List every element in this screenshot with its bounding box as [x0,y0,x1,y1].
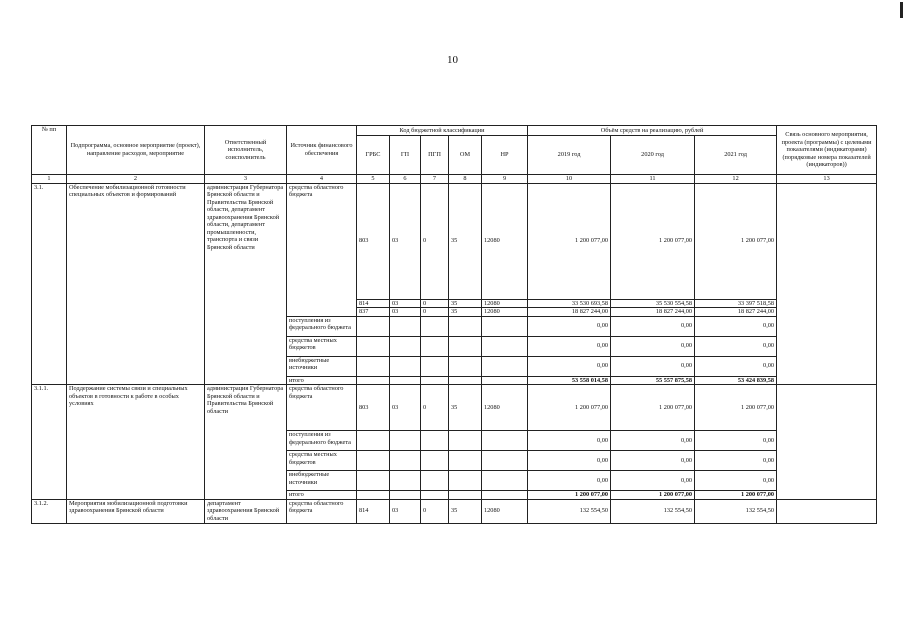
col-om-header: ОМ [449,136,482,175]
col-2020-header: 2020 год [611,136,695,175]
row-source: средства областного бюджета [287,499,357,523]
cell-2020: 0,00 [611,431,695,451]
cell-2019: 132 554,50 [528,499,611,523]
col-name-header: Подпрограмма, основное мероприятие (проект), направление расходов, мероприятие [67,126,205,175]
row-source: средства местных бюджетов [287,451,357,471]
amount-group-header: Объём средств на реализацию, рублей [528,126,777,136]
cell-nr: 12080 [482,385,528,431]
cell-2020: 0,00 [611,356,695,376]
col-source-header: Источник финансового обеспечения [287,126,357,175]
col-grbs-header: ГРБС [357,136,390,175]
col-number: 1 [32,175,67,184]
cell-2021: 0,00 [695,471,777,491]
cell-2020: 1 200 077,00 [611,183,695,299]
cell-pgp: 0 [421,299,449,308]
col-number: 2 [67,175,205,184]
cell-gp: 03 [390,499,421,523]
col-no-header: № пп [32,126,67,175]
col-2021-header: 2021 год [695,136,777,175]
cell-2019: 1 200 077,00 [528,491,611,500]
col-gp-header: ГП [390,136,421,175]
cell-2020: 1 200 077,00 [611,491,695,500]
row-source: поступления из федерального бюджета [287,431,357,451]
cell-2019: 1 200 077,00 [528,385,611,431]
cell-2019: 0,00 [528,431,611,451]
cell-gp: 03 [390,385,421,431]
cell-gp: 03 [390,308,421,317]
cell-pgp: 0 [421,385,449,431]
cell-2021: 0,00 [695,336,777,356]
cell-2020: 55 557 875,58 [611,376,695,385]
cell-2021: 132 554,50 [695,499,777,523]
cell-2019: 0,00 [528,356,611,376]
cell-grbs: 814 [357,499,390,523]
table-row [32,183,877,299]
row-source: поступления из федерального бюджета [287,316,357,336]
col-number: 4 [287,175,357,184]
col-pgp-header: ПГП [421,136,449,175]
table-row [32,499,877,523]
cell-om: 35 [449,299,482,308]
cell-grbs: 803 [357,385,390,431]
row-source: итого [287,376,357,385]
cell-2021: 0,00 [695,316,777,336]
cell-2021: 1 200 077,00 [695,183,777,299]
cell-nr: 12080 [482,308,528,317]
cell-om: 35 [449,308,482,317]
cell-nr: 12080 [482,499,528,523]
col-number: 12 [695,175,777,184]
row-number: 3.1.2. [32,499,67,523]
cell-pgp: 0 [421,308,449,317]
cell-2020: 35 530 554,58 [611,299,695,308]
row-name: Мероприятия мобилизационной подготовки здравоохранения Брянской области [67,499,205,523]
cell-om: 35 [449,183,482,299]
page-number: 10 [447,54,458,66]
cell-link [777,183,877,385]
table-row [32,385,877,431]
budget-table [31,125,877,524]
row-name: Обеспечение мобилизационной готовности специальных объектов и формирований [67,183,205,385]
col-number: 6 [390,175,421,184]
col-number: 9 [482,175,528,184]
page-edge-mark [900,2,903,18]
row-number: 3.1.1. [32,385,67,500]
cell-2021: 0,00 [695,451,777,471]
cell-2021: 18 827 244,00 [695,308,777,317]
row-executor: администрация Губернатора Брянской области и Правительства Брянской области [205,385,287,500]
cell-pgp: 0 [421,183,449,299]
cell-2019: 53 558 014,58 [528,376,611,385]
cell-2020: 0,00 [611,316,695,336]
cell-grbs: 803 [357,183,390,299]
cell-2019: 18 827 244,00 [528,308,611,317]
row-source: средства областного бюджета [287,183,357,316]
cell-grbs: 837 [357,308,390,317]
cell-2020: 0,00 [611,451,695,471]
cell-2019: 0,00 [528,451,611,471]
col-number: 11 [611,175,695,184]
header-row [32,126,877,136]
cell-2019: 1 200 077,00 [528,183,611,299]
cell-2021: 53 424 839,58 [695,376,777,385]
cell-2021: 1 200 077,00 [695,491,777,500]
col-number: 5 [357,175,390,184]
col-exec-header: Ответственный исполнитель, соисполнитель [205,126,287,175]
col-link-header: Связь основного мероприятия, проекта (программы) с целевыми показателями (индикаторами) (порядковые номера показателей (индикаторов)) [777,126,877,175]
row-source: итого [287,491,357,500]
cell-2021: 0,00 [695,356,777,376]
cell-2020: 0,00 [611,471,695,491]
row-source: средства местных бюджетов [287,336,357,356]
cell-2020: 132 554,50 [611,499,695,523]
cell-2019: 0,00 [528,316,611,336]
cell-2020: 18 827 244,00 [611,308,695,317]
cell-nr: 12080 [482,299,528,308]
cell-gp: 03 [390,299,421,308]
cell-link [777,385,877,500]
row-name: Поддержание системы связи и специальных объектов в готовности к работе в особых условиях [67,385,205,500]
cell-nr: 12080 [482,183,528,299]
cell-2021: 0,00 [695,431,777,451]
cell-2019: 0,00 [528,336,611,356]
cell-om: 35 [449,385,482,431]
col-number: 7 [421,175,449,184]
col-2019-header: 2019 год [528,136,611,175]
row-source: внебюджетные источники [287,471,357,491]
col-number: 13 [777,175,877,184]
col-nr-header: НР [482,136,528,175]
cell-2019: 33 530 693,58 [528,299,611,308]
cell-2021: 33 397 518,58 [695,299,777,308]
cell-om: 35 [449,499,482,523]
code-group-header: Код бюджетной классификации [357,126,528,136]
cell-2020: 0,00 [611,336,695,356]
col-number: 8 [449,175,482,184]
cell-2020: 1 200 077,00 [611,385,695,431]
col-number: 10 [528,175,611,184]
column-numbers-row [32,175,877,184]
row-source: внебюджетные источники [287,356,357,376]
row-executor: департамент здравоохранения Брянской области [205,499,287,523]
cell-pgp: 0 [421,499,449,523]
col-number: 3 [205,175,287,184]
cell-2021: 1 200 077,00 [695,385,777,431]
cell-gp: 03 [390,183,421,299]
cell-2019: 0,00 [528,471,611,491]
row-executor: администрация Губернатора Брянской области и Правительства Брянской области, департамент здравоохранения Брянской области, департамент промышленности, транспорта и связи Брянской области [205,183,287,385]
row-source: средства областного бюджета [287,385,357,431]
cell-link [777,499,877,523]
cell-grbs: 814 [357,299,390,308]
row-number: 3.1. [32,183,67,385]
